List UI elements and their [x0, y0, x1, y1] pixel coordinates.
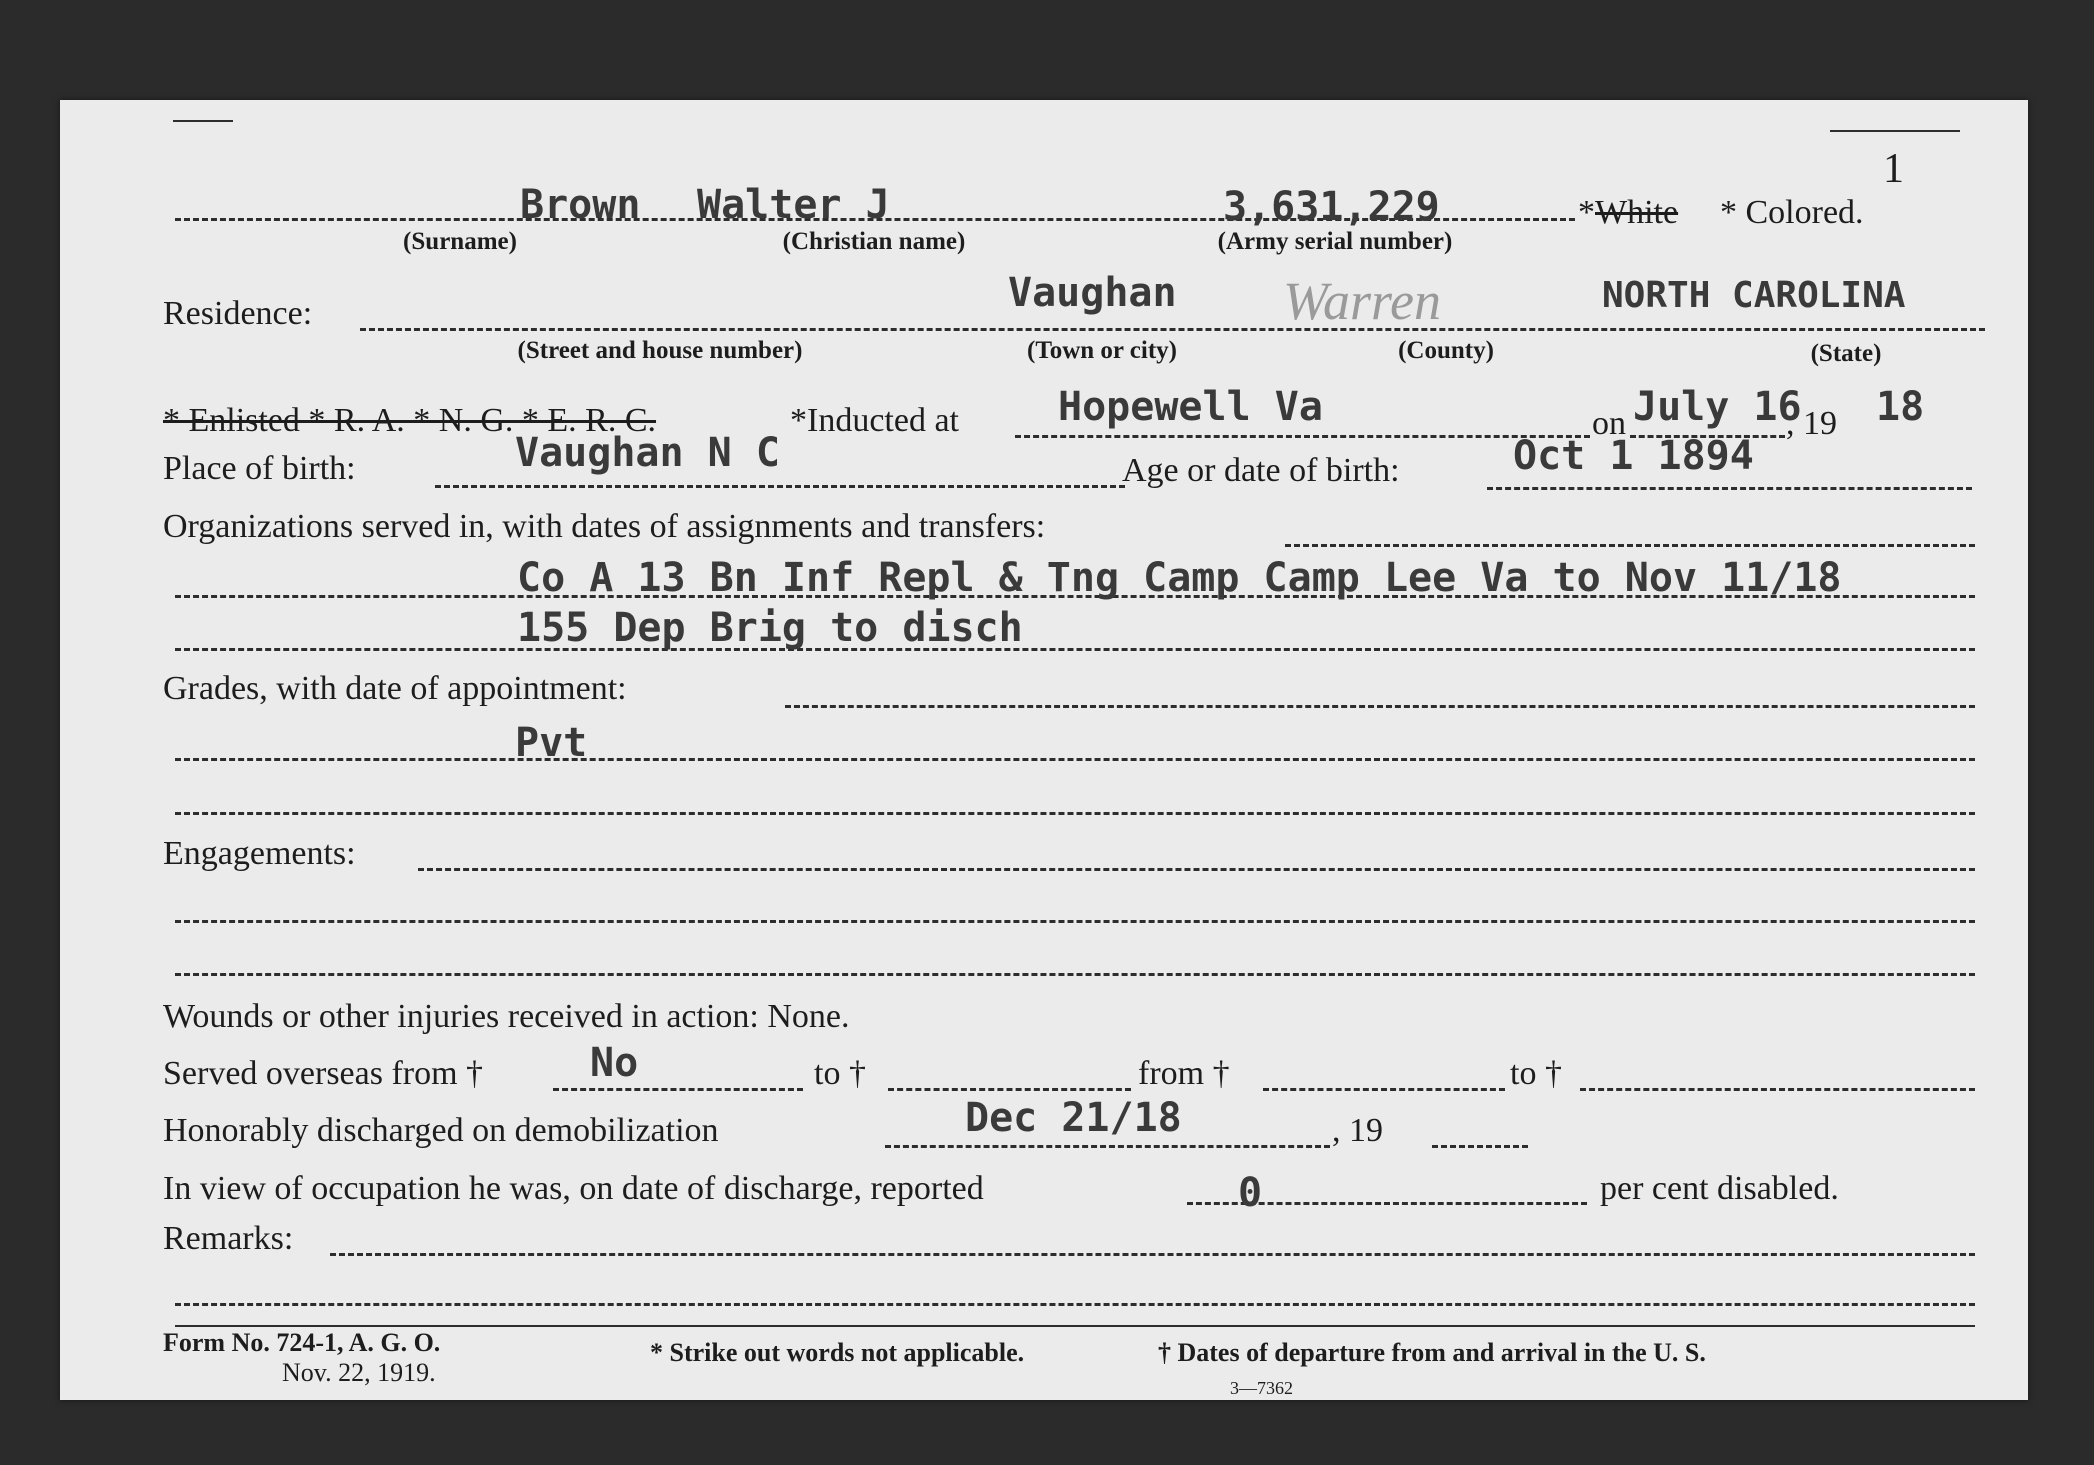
- overseas-from-value: No: [590, 1040, 639, 1086]
- draft-card: [60, 100, 2028, 1400]
- form-date: Nov. 22, 1919.: [282, 1358, 436, 1387]
- disability-label: In view of occupation he was, on date of discharge, reported: [163, 1170, 984, 1207]
- place-of-birth-value: Vaughan N C: [515, 430, 780, 476]
- wounds-text: Wounds or other injuries received in action: None.: [163, 998, 850, 1035]
- caption-christian: (Christian name): [782, 228, 966, 255]
- race-white: *White: [1578, 194, 1679, 231]
- note-strike: * Strike out words not applicable.: [650, 1338, 1025, 1367]
- caption-state: (State): [1810, 340, 1882, 367]
- induction-date-value: July 16: [1633, 384, 1802, 430]
- grades-line-1: [175, 758, 1975, 761]
- residence-county-value: Warren: [1283, 271, 1442, 331]
- on-label: on: [1592, 405, 1626, 442]
- discharge-year-line: [1432, 1145, 1528, 1148]
- organizations-line-0: [1285, 544, 1975, 547]
- grades-label: Grades, with date of appointment:: [163, 670, 627, 707]
- overseas-from-label: Served overseas from †: [163, 1055, 484, 1092]
- inducted-at-label: *Inducted at: [790, 402, 959, 439]
- card-number: 1: [1883, 146, 1904, 192]
- engagements-line-1: [175, 920, 1975, 923]
- overseas-from2-label: from †: [1138, 1055, 1230, 1092]
- overseas-to-label: to †: [814, 1055, 866, 1092]
- caption-serial: (Army serial number): [1217, 228, 1453, 255]
- form-number: Form No. 724-1, A. G. O.: [163, 1328, 441, 1357]
- induction-year-prefix: , 19: [1786, 405, 1837, 442]
- note-dates: † Dates of departure from and arrival in the U. S.: [1158, 1338, 1706, 1367]
- caption-street: (Street and house number): [517, 337, 803, 364]
- remarks-line-0: [330, 1253, 1975, 1256]
- organizations-line-2: [175, 648, 1975, 651]
- struck-enlistment-options: * Enlisted * R. A. * N. G. * E. R. C.: [163, 402, 657, 439]
- top-right-rule: [1830, 130, 1960, 132]
- induction-year-suffix: 18: [1876, 384, 1925, 430]
- caption-surname: (Surname): [403, 228, 517, 255]
- overseas-to2-label: to †: [1510, 1055, 1562, 1092]
- discharge-year-label: , 19: [1332, 1112, 1383, 1149]
- discharge-label: Honorably discharged on demobilization: [163, 1112, 719, 1149]
- grades-value: Pvt: [515, 720, 588, 766]
- overseas-to2-line: [1580, 1088, 1975, 1091]
- discharge-date-line: [885, 1145, 1330, 1148]
- grades-line-0: [785, 705, 1975, 708]
- discharge-date-value: Dec 21/18: [965, 1095, 1182, 1141]
- overseas-from-line: [553, 1088, 803, 1091]
- place-of-birth-line: [435, 485, 1125, 488]
- age-label: Age or date of birth:: [1122, 452, 1400, 489]
- engagements-line-2: [175, 973, 1975, 976]
- place-of-birth-label: Place of birth:: [163, 450, 356, 487]
- top-left-rule: [173, 120, 233, 122]
- birth-date-value: Oct 1 1894: [1513, 433, 1754, 479]
- caption-county: (County): [1398, 337, 1494, 364]
- caption-town: (Town or city): [1027, 337, 1177, 364]
- christian-name-value: Walter J: [697, 182, 890, 228]
- age-line: [1487, 487, 1972, 490]
- disability-suffix: per cent disabled.: [1600, 1170, 1839, 1207]
- residence-town-value: Vaughan: [1008, 270, 1177, 316]
- induction-place-line: [1015, 435, 1590, 438]
- organizations-line1-value: Co A 13 Bn Inf Repl & Tng Camp Camp Lee Va to Nov 11/18: [517, 555, 1842, 601]
- grades-line-2: [175, 812, 1975, 815]
- remarks-label: Remarks:: [163, 1220, 294, 1257]
- residence-line: [360, 328, 1985, 331]
- remarks-line-1: [175, 1303, 1975, 1306]
- disability-value: 0: [1238, 1170, 1263, 1216]
- organizations-line2-value: 155 Dep Brig to disch: [517, 605, 1023, 651]
- organizations-label: Organizations served in, with dates of assignments and transfers:: [163, 508, 1046, 545]
- induction-place-value: Hopewell Va: [1058, 384, 1323, 430]
- overseas-to-line: [888, 1088, 1131, 1091]
- serial-number-value: 3,631,229: [1223, 184, 1440, 230]
- residence-state-value: NORTH CAROLINA: [1602, 275, 1906, 316]
- print-code: 3—7362: [1230, 1378, 1293, 1398]
- overseas-from2-line: [1263, 1088, 1505, 1091]
- engagements-label: Engagements:: [163, 835, 356, 872]
- residence-label: Residence:: [163, 295, 313, 332]
- footer-rule: [175, 1325, 1975, 1327]
- surname-value: Brown: [520, 182, 641, 228]
- engagements-line-0: [418, 868, 1975, 871]
- race-colored: * Colored.: [1720, 194, 1864, 231]
